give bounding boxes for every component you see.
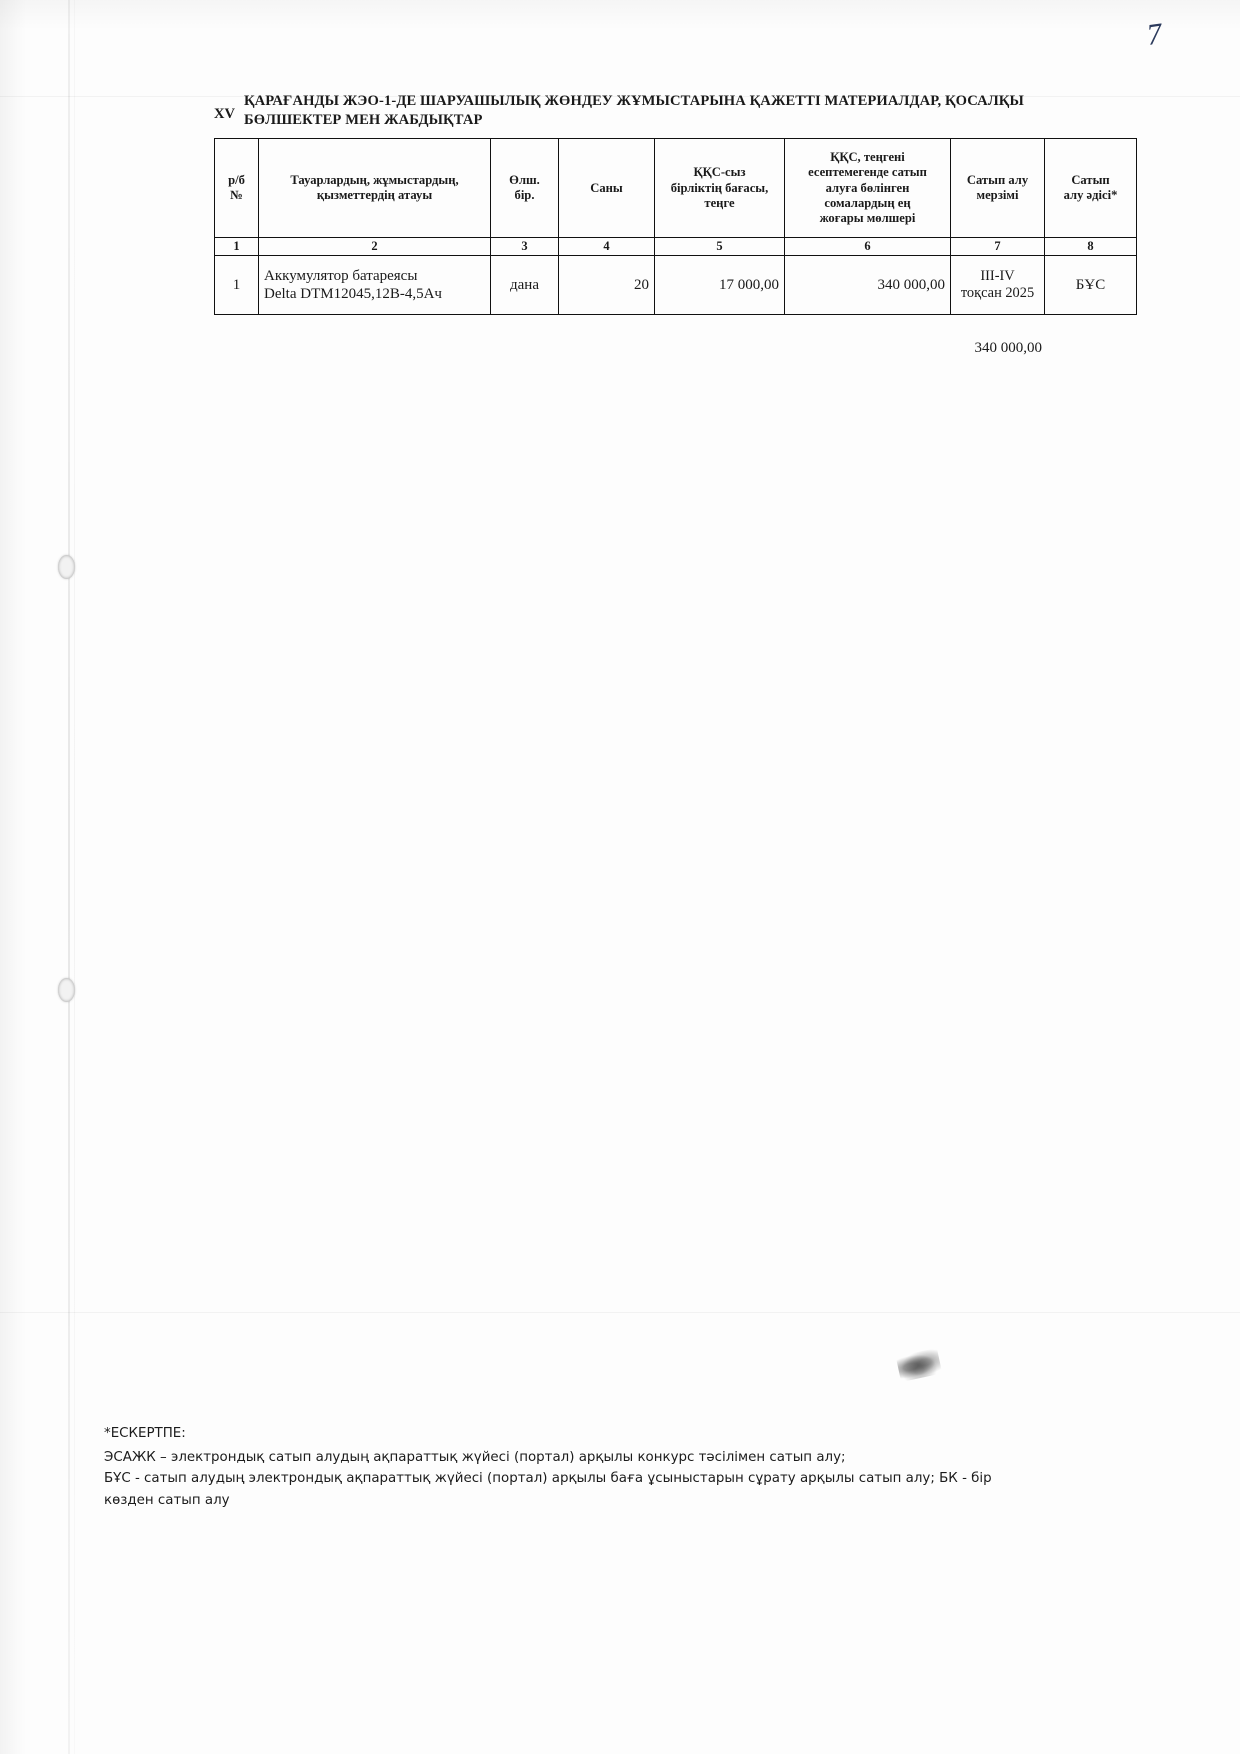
column-number-row [215,238,1137,256]
footnote-line-2: БҰС - сатып алудың электрондық ақпараттық жүйесі (портал) арқылы баға ұсыныстарын сұрату арқылы сатып алу; БК - бір [104,1471,992,1487]
handwritten-page-number: 7 [1144,17,1165,52]
term-line-1: III-IV [980,268,1015,285]
col-number: 7 [951,238,1045,256]
col-header-term: Сатып алу мерзімі [951,139,1045,238]
term-line-2: тоқсан 2025 [960,285,1035,302]
col-header-quantity: Саны [559,139,655,238]
page-fold-line [68,0,70,1754]
section-header [214,92,1076,129]
item-name-line-1: Аккумулятор батареясы [264,268,418,285]
table-header [215,139,1137,256]
section-title: ҚАРАҒАНДЫ ЖЭО-1-ДЕ ШАРУАШЫЛЫҚ ЖӨНДЕУ ЖҰМЫСТАРЫНА ҚАЖЕТТІ МАТЕРИАЛДАР, ҚОСАЛҚЫ БӨЛШЕКТЕР МЕН ЖАБДЫҚТАР [243,93,1024,128]
cell-item-name [259,256,491,315]
col-number: 3 [491,238,559,256]
col-number: 6 [785,238,951,256]
cell-term [951,256,1045,315]
section-number: XV [214,106,235,122]
footnote-line-3: көзден сатып алу [104,1493,230,1509]
col-number: 4 [559,238,655,256]
col-number: 1 [215,238,259,256]
col-number: 8 [1045,238,1137,256]
cell-unit-price: 17 000,00 [655,256,785,315]
cell-method: БҰС [1045,256,1137,315]
binder-hole [58,978,75,1002]
table-row [215,256,1137,315]
cell-index: 1 [215,256,259,315]
col-header-max-sum: ҚҚС, теңгені есептемегенде сатып алуға бөлінген сомалардың ең жоғары мөлшері [785,139,951,238]
section-block [214,92,1118,315]
col-header-method: Сатып алу әдісі* [1045,139,1137,238]
footnote-line-1: ЭСАЖК – электрондық сатып алудың ақпараттық жүйесі (портал) арқылы конкурс тәсілімен сатып алу; [104,1449,846,1465]
col-number: 2 [259,238,491,256]
table-header-row [215,139,1137,238]
binder-hole [58,555,75,579]
item-name-line-2: Delta DTM12045,12В-4,5Ач [264,286,442,303]
cell-unit: дана [491,256,559,315]
page-fold-line-secondary [74,0,75,1754]
col-header-unit: Өлш. бір. [491,139,559,238]
col-header-unit-price: ҚҚС-сыз бірліктің бағасы, теңге [655,139,785,238]
table-body [215,256,1137,315]
col-number: 5 [655,238,785,256]
cell-quantity: 20 [559,256,655,315]
col-header-index: р/б № [215,139,259,238]
footnote-block [104,1423,1114,1512]
footnote-title: *ЕСКЕРТПЕ: [104,1426,186,1441]
scan-artifact-line [0,1312,1240,1313]
cell-max-sum: 340 000,00 [785,256,951,315]
col-header-name: Тауарлардың, жұмыстардың, қызметтердің атауы [259,139,491,238]
procurement-table [214,138,1137,315]
grand-total: 340 000,00 [974,340,1042,356]
